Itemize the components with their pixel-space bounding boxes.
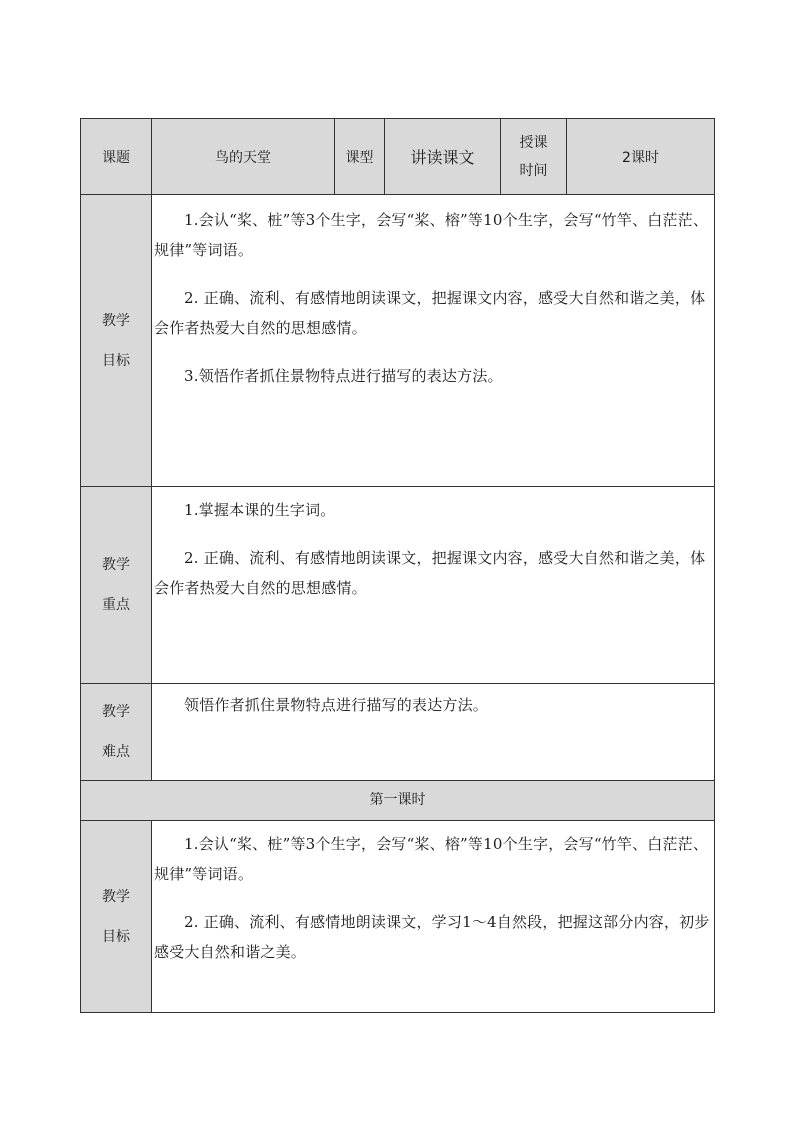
difficulty-content bbox=[152, 684, 715, 781]
type-value: 讲读课文 bbox=[385, 119, 501, 195]
lesson1-goals-item-1: 1.会认“桨、桩”等3个生字，会写“桨、榕”等10个生字，会写“竹竿、白茫茫、规律”等词语。 bbox=[154, 835, 709, 883]
goals-row bbox=[81, 195, 715, 487]
goals-item-3: 3.领悟作者抓住景物特点进行描写的表达方法。 bbox=[184, 367, 503, 385]
title-value: 鸟的天堂 bbox=[152, 119, 335, 195]
goals-label bbox=[81, 195, 152, 487]
time-label bbox=[501, 119, 567, 195]
difficulty-label-line-1: 教学 bbox=[102, 704, 130, 720]
focus-row bbox=[81, 487, 715, 684]
focus-label-line-2: 重点 bbox=[102, 597, 130, 613]
time-label-line-2: 时间 bbox=[519, 162, 548, 179]
lesson1-goals-label bbox=[81, 821, 152, 1013]
header-row bbox=[81, 119, 715, 195]
difficulty-item-1: 领悟作者抓住景物特点进行描写的表达方法。 bbox=[184, 696, 489, 714]
goals-item-2: 2. 正确、流利、有感情地朗读课文，把握课文内容，感受大自然和谐之美，体会作者热爱大自然的思想感情。 bbox=[154, 289, 706, 337]
focus-content bbox=[152, 487, 715, 684]
difficulty-label-line-2: 难点 bbox=[102, 744, 130, 760]
focus-label-line-1: 教学 bbox=[102, 557, 130, 573]
lesson1-goals-label-line-1: 教学 bbox=[102, 888, 130, 905]
lesson1-goals-content bbox=[152, 821, 715, 1013]
difficulty-row bbox=[81, 684, 715, 781]
difficulty-label bbox=[81, 684, 152, 781]
type-label: 课型 bbox=[335, 119, 385, 195]
focus-label bbox=[81, 487, 152, 684]
goals-label-line-1: 教学 bbox=[102, 312, 130, 329]
goals-content bbox=[152, 195, 715, 487]
lesson-plan-table bbox=[80, 118, 715, 1013]
focus-item-2: 2. 正确、流利、有感情地朗读课文，把握课文内容，感受大自然和谐之美，体会作者热爱大自然的思想感情。 bbox=[154, 549, 706, 597]
title-label: 课题 bbox=[81, 119, 152, 195]
lesson1-heading-row bbox=[81, 781, 715, 821]
time-label-line-1: 授课 bbox=[519, 134, 548, 151]
lesson1-goals-label-line-2: 目标 bbox=[102, 928, 130, 945]
goals-item-1: 1.会认“桨、桩”等3个生字，会写“桨、榕”等10个生字，会写“竹竿、白茫茫、规律”等词语。 bbox=[154, 211, 709, 259]
lesson1-goals-row bbox=[81, 821, 715, 1013]
lesson1-goals-item-2: 2. 正确、流利、有感情地朗读课文，学习1～4自然段，把握这部分内容，初步感受大自然和谐之美。 bbox=[154, 913, 710, 961]
goals-label-line-2: 目标 bbox=[102, 352, 130, 369]
lesson1-heading: 第一课时 bbox=[81, 781, 715, 821]
focus-item-1: 1.掌握本课的生字词。 bbox=[184, 501, 336, 519]
time-value: 2课时 bbox=[567, 119, 715, 195]
